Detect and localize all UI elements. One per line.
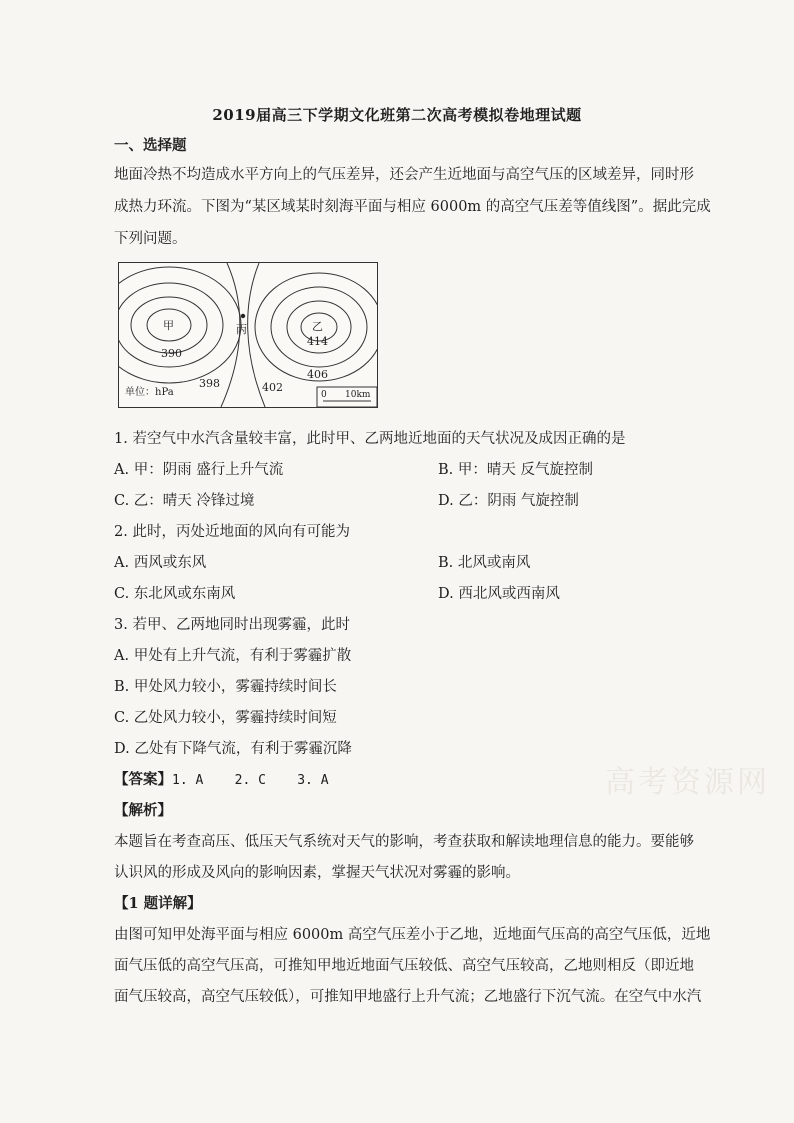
answer-text: 1. A 2. C 3. A (172, 773, 329, 788)
isobar-map-svg (119, 263, 377, 407)
iso-label-398: 398 (199, 377, 220, 390)
question-2-stem: 2. 此时，丙处近地面的风向有可能为 (114, 524, 350, 540)
scale-end: 10km (345, 390, 371, 400)
q3-option-b: B. 甲处风力较小，雾霾持续时间长 (114, 679, 337, 695)
iso-label-402: 402 (262, 381, 283, 394)
label-bing: 丙 (236, 323, 247, 336)
q2-option-d: D. 西北风或西南风 (438, 586, 560, 602)
q3-option-d: D. 乙处有下降气流，有利于雾霾沉降 (114, 741, 352, 757)
intro-line-3: 下列问题。 (114, 231, 187, 247)
q3-option-c: C. 乙处风力较小，雾霾持续时间短 (114, 710, 337, 726)
q1-option-b: B. 甲：晴天 反气旋控制 (438, 462, 593, 478)
bing-point (241, 314, 245, 318)
detail-label: 【1 题详解】 (114, 895, 202, 912)
analysis-label: 【解析】 (114, 802, 172, 819)
detail-line-3: 面气压较高，高空气压较低），可推知甲地盛行上升气流；乙地盛行下沉气流。在空气中水汽 (114, 989, 702, 1005)
iso-label-414: 414 (307, 335, 328, 348)
detail-line-2: 面气压低的高空气压高，可推知甲地近地面气压较低、高空气压较高，乙地则相反（即近地 (114, 958, 694, 974)
intro-line-1: 地面冷热不均造成水平方向上的气压差异，还会产生近地面与高空气压的区域差异，同时形 (114, 167, 694, 183)
q1-option-c: C. 乙：晴天 冷锋过境 (114, 493, 255, 509)
question-3-stem: 3. 若甲、乙两地同时出现雾霾，此时 (114, 617, 350, 633)
isobar-map (118, 262, 378, 408)
q1-option-a: A. 甲：阴雨 盛行上升气流 (114, 462, 284, 478)
iso-label-390: 390 (161, 347, 182, 360)
q2-option-c: C. 东北风或东南风 (114, 586, 236, 602)
detail-line-1: 由图可知甲处海平面与相应 6000m 高空气压差小于乙地，近地面气压高的高空气压低，近地 (114, 927, 711, 943)
unit-label: 单位：hPa (125, 387, 174, 398)
watermark: 高考资源网 (605, 765, 770, 800)
analysis-line-2: 认识风的形成及风向的影响因素，掌握天气状况对雾霾的影响。 (114, 865, 520, 881)
q3-option-a: A. 甲处有上升气流，有利于雾霾扩散 (114, 648, 352, 664)
q1-option-d: D. 乙：阴雨 气旋控制 (438, 493, 579, 509)
analysis-line-1: 本题旨在考查高压、低压天气系统对天气的影响，考查获取和解读地理信息的能力。要能够 (114, 834, 694, 850)
answer-row (114, 768, 329, 789)
iso-label-406: 406 (307, 368, 328, 381)
section-heading: 一、选择题 (114, 137, 187, 154)
q2-option-a: A. 西风或东风 (114, 555, 207, 571)
question-1-stem: 1. 若空气中水汽含量较丰富，此时甲、乙两地近地面的天气状况及成因正确的是 (114, 431, 626, 447)
q2-option-b: B. 北风或南风 (438, 555, 531, 571)
page-title: 2019届高三下学期文化班第二次高考模拟卷地理试题 (212, 106, 582, 124)
answer-label: 【答案】 (114, 771, 172, 788)
label-yi: 乙 (312, 320, 323, 333)
intro-line-2: 成热力环流。下图为“某区域某时刻海平面与相应 6000m 的高空气压差等值线图”。据此完成 (114, 199, 711, 215)
label-jia: 甲 (163, 319, 174, 332)
scale-start: 0 (321, 390, 327, 400)
